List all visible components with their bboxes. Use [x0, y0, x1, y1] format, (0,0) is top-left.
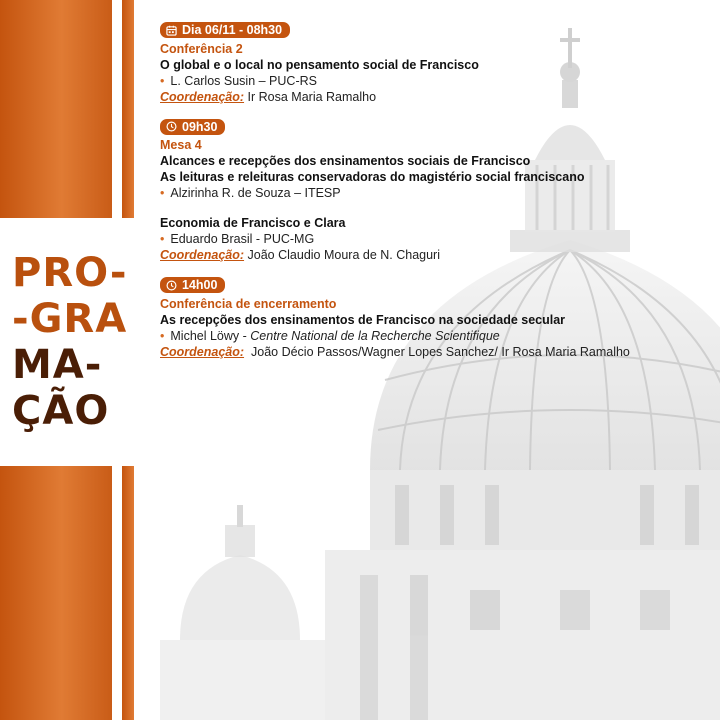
bullet: • [160, 73, 165, 88]
time-label: 09h30 [182, 119, 218, 134]
speaker-name: Michel Löwy [170, 328, 240, 343]
clock-icon [166, 280, 177, 291]
coordination-label: Coordenação: [160, 89, 245, 104]
coordination-name: João Claudio Moura de N. Chaguri [247, 248, 440, 262]
time-label: 14h00 [182, 278, 218, 292]
time-badge [160, 22, 290, 38]
speaker: Eduardo Brasil - PUC-MG [170, 232, 315, 246]
session-topic: O global e o local no pensamento social de Francisco [160, 57, 479, 72]
coordination-label: Coordenação: [160, 344, 245, 359]
session-type: Conferência 2 [160, 41, 243, 56]
time-label: Dia 06/11 - 08h30 [182, 23, 283, 37]
speaker-line [160, 185, 715, 201]
title-line-3: MA- [12, 342, 103, 388]
coordination-name: João Décio Passos/Wagner Lopes Sanchez/ Ir Rosa Maria Ramalho [251, 344, 630, 359]
calendar-icon [166, 25, 177, 36]
bullet: • [160, 232, 165, 246]
coordination-name: Ir Rosa Maria Ramalho [247, 89, 377, 104]
title-line-2: -GRA [12, 296, 128, 342]
title-line-1: PRO- [12, 250, 128, 296]
session-mesa-4 [160, 119, 715, 264]
coordination-line [160, 89, 715, 105]
speaker: L. Carlos Susin – PUC-RS [170, 73, 317, 88]
bullet: • [160, 186, 165, 200]
schedule [160, 22, 715, 374]
session-type: Conferência de encerramento [160, 296, 337, 311]
speaker-separator: - [239, 328, 251, 343]
coordination-label: Coordenação: [160, 248, 245, 262]
session-encerramento [160, 277, 715, 360]
orange-band-bottom [0, 466, 112, 720]
speaker-institution: Centre National de la Recherche Scientifique [250, 328, 500, 343]
session-conferencia-2 [160, 22, 715, 105]
orange-band-top [0, 0, 112, 218]
speaker-line-2 [160, 231, 715, 247]
coordination-line [160, 247, 715, 263]
time-badge [160, 119, 225, 135]
orange-stripe-top [122, 0, 134, 218]
title-line-4: ÇÃO [12, 388, 110, 434]
session-topic: Alcances e recepções dos ensinamentos sociais de Francisco [160, 154, 531, 168]
programacao-title [12, 250, 142, 434]
orange-stripe-bottom [122, 466, 134, 720]
speaker-line [160, 328, 715, 344]
speaker-line [160, 73, 715, 89]
bullet: • [160, 328, 165, 343]
coordination-line [160, 344, 715, 360]
clock-icon [166, 121, 177, 132]
session-topic-2: Economia de Francisco e Clara [160, 216, 346, 230]
session-type: Mesa 4 [160, 138, 202, 152]
session-subtopic: As leituras e releituras conservadoras do magistério social franciscano [160, 170, 585, 184]
speaker: Alzirinha R. de Souza – ITESP [170, 186, 341, 200]
time-badge [160, 277, 225, 293]
session-topic: As recepções dos ensinamentos de Francisco na sociedade secular [160, 312, 566, 327]
